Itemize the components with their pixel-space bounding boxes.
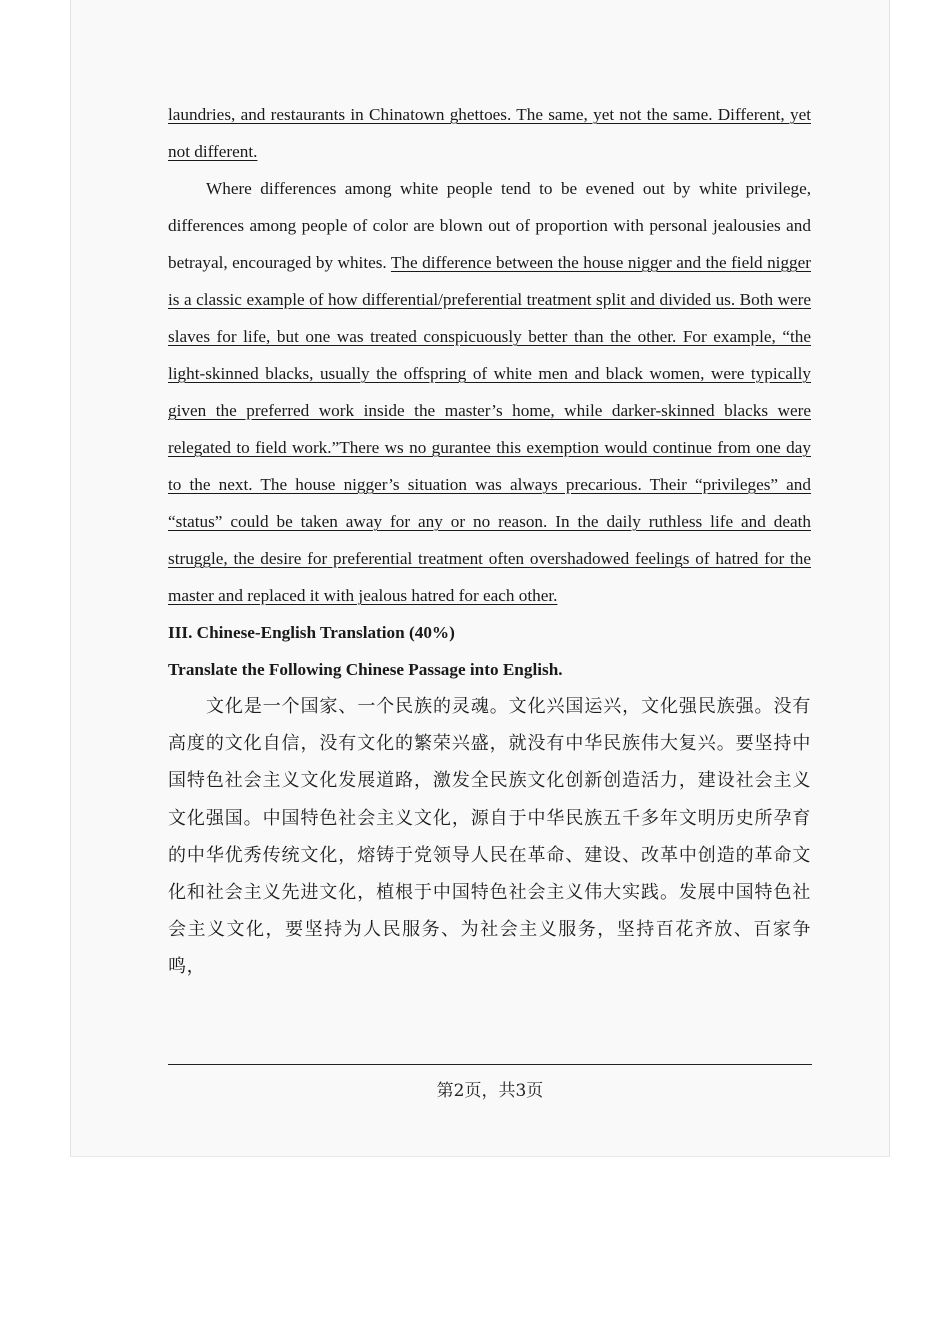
section-instruction: Translate the Following Chinese Passage into English. [168,660,563,679]
section-heading: III. Chinese-English Translation (40%) [168,623,455,642]
paragraph-underlined-text: The difference between the house nigger and the field nigger is a classic example of how differential/preferential treatment split and divided us. Both were slaves for life, but one was treated conspicuously better than the other. For example, “the light-skinned blacks, usually the offspring of white men and black women, were typically given the preferred work inside the master’s home, while darker-skinned blacks were relegated to field work.”There ws no gurantee this exemption would continue from one day to the next. The house nigger’s situation was always precarious. Their “privileges” and “status” could be taken away for any or no reason. In the daily ruthless life and death struggle, the desire for preferential treatment often overshadowed feelings of hatred for the master and replaced it with jealous hatred for each other. [168,253,811,605]
paragraph-plain-text: Where differences among white people tend to be evened out by white privilege, differences among people of color are blown out of proportion with personal jealousies and betrayal, encouraged by whites. [168,179,811,272]
paragraph-continuation: laundries, and restaurants in Chinatown ghettoes. The same, yet not the same. Different, yet not different. [168,105,811,161]
paragraph-house-field [168,170,811,614]
chinese-passage: 文化是一个国家、一个民族的灵魂。文化兴国运兴，文化强民族强。没有高度的文化自信，没有文化的繁荣兴盛，就没有中华民族伟大复兴。要坚持中国特色社会主义文化发展道路，激发全民族文化创新创造活力，建设社会主义文化强国。中国特色社会主义文化，源自于中华民族五千多年文明历史所孕育的中华优秀传统文化，熔铸于党领导人民在革命、建设、改革中创造的革命文化和社会主义先进文化，植根于中国特色社会主义伟大实践。发展中国特色社会主义文化，要坚持为人民服务、为社会主义服务，坚持百花齐放、百家争鸣， [168,696,811,978]
page-content [168,96,811,986]
footer-divider [168,1064,812,1065]
page-number: 第2页，共3页 [436,1081,544,1101]
